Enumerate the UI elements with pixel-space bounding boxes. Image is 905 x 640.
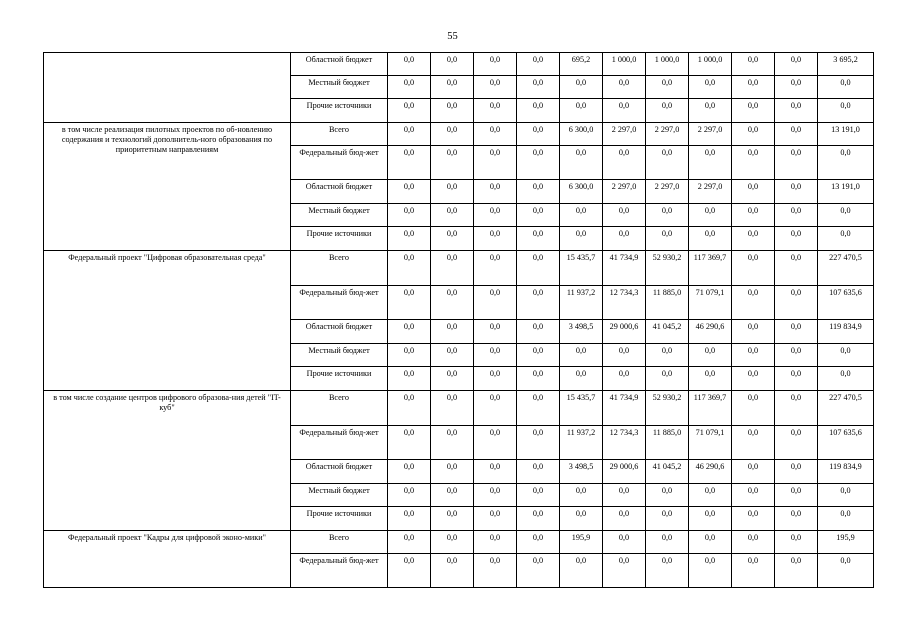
value-cell: 0,0 [646,554,689,588]
value-cell: 0,0 [517,286,560,320]
value-cell: 0,0 [775,204,818,227]
value-cell: 0,0 [732,460,775,484]
value-cell: 0,0 [775,76,818,99]
value-cell: 0,0 [775,344,818,367]
value-cell: 0,0 [775,99,818,123]
value-cell: 117 369,7 [689,391,732,426]
value-cell: 0,0 [517,204,560,227]
value-cell: 0,0 [474,146,517,180]
value-cell: 0,0 [431,531,474,554]
value-cell: 0,0 [775,180,818,204]
value-cell: 0,0 [431,320,474,344]
value-cell: 0,0 [646,531,689,554]
value-cell: 0,0 [646,484,689,507]
value-cell: 0,0 [689,507,732,531]
value-cell: 0,0 [431,227,474,251]
value-cell: 52 930,2 [646,391,689,426]
value-cell: 0,0 [732,531,775,554]
value-cell: 0,0 [775,227,818,251]
funding-source-cell: Местный бюджет [291,344,388,367]
value-cell: 0,0 [517,180,560,204]
value-cell: 3 695,2 [818,53,874,76]
value-cell: 0,0 [775,123,818,146]
funding-source-cell: Областной бюджет [291,53,388,76]
value-cell: 41 734,9 [603,251,646,286]
value-cell: 71 079,1 [689,426,732,460]
value-cell: 195,9 [560,531,603,554]
row-group-name: в том числе реализация пилотных проектов по об-новлению содержания и технологий дополнитель-ного образования по приоритетным направлениям [44,123,291,251]
value-cell: 0,0 [388,99,431,123]
row-group-name [44,53,291,123]
value-cell: 0,0 [474,367,517,391]
value-cell: 0,0 [388,484,431,507]
value-cell: 0,0 [689,554,732,588]
value-cell: 107 635,6 [818,286,874,320]
value-cell: 0,0 [818,146,874,180]
value-cell: 0,0 [431,507,474,531]
value-cell: 0,0 [689,99,732,123]
value-cell: 0,0 [388,460,431,484]
value-cell: 0,0 [474,180,517,204]
value-cell: 0,0 [431,123,474,146]
value-cell: 0,0 [474,99,517,123]
value-cell: 0,0 [474,507,517,531]
value-cell: 119 834,9 [818,460,874,484]
value-cell: 0,0 [474,320,517,344]
value-cell: 0,0 [431,344,474,367]
value-cell: 0,0 [732,53,775,76]
budget-table [43,52,874,588]
value-cell: 1 000,0 [603,53,646,76]
value-cell: 0,0 [517,531,560,554]
value-cell: 227 470,5 [818,391,874,426]
value-cell: 0,0 [474,251,517,286]
value-cell: 0,0 [388,554,431,588]
table-row [44,531,874,554]
value-cell: 0,0 [603,146,646,180]
value-cell: 29 000,6 [603,460,646,484]
value-cell: 46 290,6 [689,460,732,484]
value-cell: 0,0 [732,123,775,146]
value-cell: 0,0 [474,53,517,76]
value-cell: 107 635,6 [818,426,874,460]
value-cell: 0,0 [388,344,431,367]
funding-source-cell: Федеральный бюд-жет [291,146,388,180]
value-cell: 11 937,2 [560,426,603,460]
value-cell: 2 297,0 [646,180,689,204]
value-cell: 0,0 [517,320,560,344]
row-group-name: в том числе создание центров цифрового образова-ния детей "IT-куб" [44,391,291,531]
value-cell: 0,0 [775,426,818,460]
value-cell: 0,0 [560,484,603,507]
budget-table-body [44,53,874,588]
value-cell: 0,0 [603,344,646,367]
value-cell: 0,0 [517,53,560,76]
value-cell: 0,0 [732,507,775,531]
value-cell: 0,0 [818,484,874,507]
value-cell: 12 734,3 [603,286,646,320]
value-cell: 0,0 [517,146,560,180]
value-cell: 0,0 [603,507,646,531]
value-cell: 0,0 [474,426,517,460]
value-cell: 117 369,7 [689,251,732,286]
value-cell: 0,0 [560,146,603,180]
value-cell: 3 498,5 [560,460,603,484]
value-cell: 0,0 [388,146,431,180]
value-cell: 0,0 [818,76,874,99]
value-cell: 0,0 [431,146,474,180]
value-cell: 0,0 [732,146,775,180]
value-cell: 0,0 [431,554,474,588]
value-cell: 119 834,9 [818,320,874,344]
value-cell: 2 297,0 [689,180,732,204]
value-cell: 0,0 [560,367,603,391]
value-cell: 0,0 [388,531,431,554]
value-cell: 0,0 [775,507,818,531]
value-cell: 46 290,6 [689,320,732,344]
value-cell: 41 734,9 [603,391,646,426]
value-cell: 0,0 [732,320,775,344]
value-cell: 0,0 [388,123,431,146]
value-cell: 0,0 [732,286,775,320]
value-cell: 0,0 [431,426,474,460]
value-cell: 0,0 [474,204,517,227]
value-cell: 0,0 [646,344,689,367]
row-group-name: Федеральный проект "Цифровая образовательная среда" [44,251,291,391]
value-cell: 0,0 [732,554,775,588]
value-cell: 11 885,0 [646,286,689,320]
value-cell: 0,0 [388,53,431,76]
value-cell: 0,0 [603,367,646,391]
value-cell: 0,0 [646,146,689,180]
value-cell: 0,0 [560,344,603,367]
value-cell: 1 000,0 [689,53,732,76]
value-cell: 0,0 [732,484,775,507]
value-cell: 0,0 [474,531,517,554]
funding-source-cell: Всего [291,531,388,554]
value-cell: 0,0 [646,76,689,99]
value-cell: 0,0 [431,286,474,320]
value-cell: 0,0 [474,344,517,367]
value-cell: 0,0 [431,180,474,204]
value-cell: 0,0 [646,99,689,123]
value-cell: 0,0 [388,320,431,344]
value-cell: 0,0 [603,204,646,227]
value-cell: 0,0 [732,251,775,286]
value-cell: 0,0 [517,227,560,251]
value-cell: 0,0 [560,227,603,251]
funding-source-cell: Федеральный бюд-жет [291,554,388,588]
value-cell: 0,0 [732,344,775,367]
value-cell: 0,0 [388,426,431,460]
value-cell: 0,0 [603,227,646,251]
page-number: 55 [447,31,458,42]
funding-source-cell: Областной бюджет [291,320,388,344]
value-cell: 41 045,2 [646,460,689,484]
funding-source-cell: Местный бюджет [291,76,388,99]
value-cell: 0,0 [517,391,560,426]
value-cell: 0,0 [818,554,874,588]
value-cell: 0,0 [775,367,818,391]
value-cell: 0,0 [603,484,646,507]
value-cell: 0,0 [517,251,560,286]
value-cell: 15 435,7 [560,391,603,426]
funding-source-cell: Прочие источники [291,227,388,251]
value-cell: 0,0 [775,484,818,507]
funding-source-cell: Федеральный бюд-жет [291,286,388,320]
value-cell: 0,0 [560,554,603,588]
value-cell: 0,0 [431,76,474,99]
value-cell: 0,0 [431,53,474,76]
value-cell: 11 937,2 [560,286,603,320]
value-cell: 0,0 [474,123,517,146]
value-cell: 0,0 [775,531,818,554]
value-cell: 0,0 [732,391,775,426]
value-cell: 6 300,0 [560,123,603,146]
funding-source-cell: Всего [291,391,388,426]
value-cell: 0,0 [818,204,874,227]
value-cell: 0,0 [775,53,818,76]
table-row [44,391,874,426]
value-cell: 71 079,1 [689,286,732,320]
funding-source-cell: Прочие источники [291,99,388,123]
value-cell: 0,0 [603,76,646,99]
funding-source-cell: Областной бюджет [291,180,388,204]
value-cell: 0,0 [388,227,431,251]
value-cell: 0,0 [818,507,874,531]
value-cell: 0,0 [732,99,775,123]
funding-source-cell: Областной бюджет [291,460,388,484]
value-cell: 0,0 [517,426,560,460]
value-cell: 0,0 [689,204,732,227]
value-cell: 0,0 [431,460,474,484]
value-cell: 0,0 [560,99,603,123]
value-cell: 0,0 [775,554,818,588]
funding-source-cell: Всего [291,123,388,146]
value-cell: 0,0 [431,391,474,426]
value-cell: 0,0 [689,344,732,367]
value-cell: 0,0 [818,344,874,367]
value-cell: 0,0 [388,204,431,227]
value-cell: 195,9 [818,531,874,554]
value-cell: 0,0 [775,391,818,426]
value-cell: 0,0 [732,426,775,460]
value-cell: 15 435,7 [560,251,603,286]
value-cell: 13 191,0 [818,180,874,204]
funding-source-cell: Всего [291,251,388,286]
value-cell: 0,0 [775,320,818,344]
value-cell: 0,0 [689,367,732,391]
value-cell: 0,0 [431,204,474,227]
value-cell: 0,0 [388,251,431,286]
value-cell: 0,0 [431,484,474,507]
value-cell: 0,0 [517,99,560,123]
value-cell: 0,0 [818,227,874,251]
value-cell: 2 297,0 [646,123,689,146]
value-cell: 3 498,5 [560,320,603,344]
funding-source-cell: Прочие источники [291,367,388,391]
value-cell: 1 000,0 [646,53,689,76]
value-cell: 0,0 [646,367,689,391]
table-row [44,251,874,286]
value-cell: 0,0 [388,180,431,204]
value-cell: 11 885,0 [646,426,689,460]
value-cell: 0,0 [474,76,517,99]
value-cell: 0,0 [775,146,818,180]
value-cell: 0,0 [517,123,560,146]
funding-source-cell: Местный бюджет [291,204,388,227]
value-cell: 0,0 [474,484,517,507]
value-cell: 0,0 [689,227,732,251]
value-cell: 0,0 [646,204,689,227]
value-cell: 0,0 [560,507,603,531]
value-cell: 0,0 [431,251,474,286]
value-cell: 2 297,0 [689,123,732,146]
value-cell: 13 191,0 [818,123,874,146]
value-cell: 0,0 [388,391,431,426]
value-cell: 0,0 [732,76,775,99]
value-cell: 0,0 [732,227,775,251]
funding-source-cell: Федеральный бюд-жет [291,426,388,460]
value-cell: 6 300,0 [560,180,603,204]
value-cell: 0,0 [388,367,431,391]
value-cell: 0,0 [689,76,732,99]
value-cell: 0,0 [603,554,646,588]
value-cell: 0,0 [775,286,818,320]
value-cell: 0,0 [474,460,517,484]
value-cell: 41 045,2 [646,320,689,344]
table-row [44,53,874,76]
value-cell: 0,0 [732,204,775,227]
value-cell: 0,0 [517,344,560,367]
value-cell: 0,0 [646,227,689,251]
value-cell: 0,0 [517,460,560,484]
value-cell: 0,0 [646,507,689,531]
value-cell: 52 930,2 [646,251,689,286]
value-cell: 0,0 [517,76,560,99]
value-cell: 0,0 [517,367,560,391]
value-cell: 0,0 [388,507,431,531]
value-cell: 0,0 [603,531,646,554]
funding-source-cell: Местный бюджет [291,484,388,507]
value-cell: 0,0 [775,251,818,286]
value-cell: 29 000,6 [603,320,646,344]
value-cell: 0,0 [517,554,560,588]
table-row [44,123,874,146]
value-cell: 0,0 [474,554,517,588]
value-cell: 695,2 [560,53,603,76]
value-cell: 0,0 [474,391,517,426]
value-cell: 0,0 [431,367,474,391]
value-cell: 2 297,0 [603,123,646,146]
value-cell: 0,0 [474,286,517,320]
value-cell: 0,0 [818,367,874,391]
funding-source-cell: Прочие источники [291,507,388,531]
value-cell: 0,0 [388,286,431,320]
value-cell: 12 734,3 [603,426,646,460]
value-cell: 0,0 [431,99,474,123]
value-cell: 0,0 [388,76,431,99]
value-cell: 0,0 [474,227,517,251]
value-cell: 0,0 [603,99,646,123]
value-cell: 0,0 [560,76,603,99]
value-cell: 0,0 [818,99,874,123]
value-cell: 0,0 [517,484,560,507]
value-cell: 0,0 [775,460,818,484]
value-cell: 0,0 [732,180,775,204]
value-cell: 0,0 [560,204,603,227]
value-cell: 0,0 [517,507,560,531]
value-cell: 0,0 [732,367,775,391]
value-cell: 0,0 [689,146,732,180]
row-group-name: Федеральный проект "Кадры для цифровой эконо-мики" [44,531,291,588]
value-cell: 2 297,0 [603,180,646,204]
value-cell: 0,0 [689,484,732,507]
value-cell: 0,0 [689,531,732,554]
value-cell: 227 470,5 [818,251,874,286]
